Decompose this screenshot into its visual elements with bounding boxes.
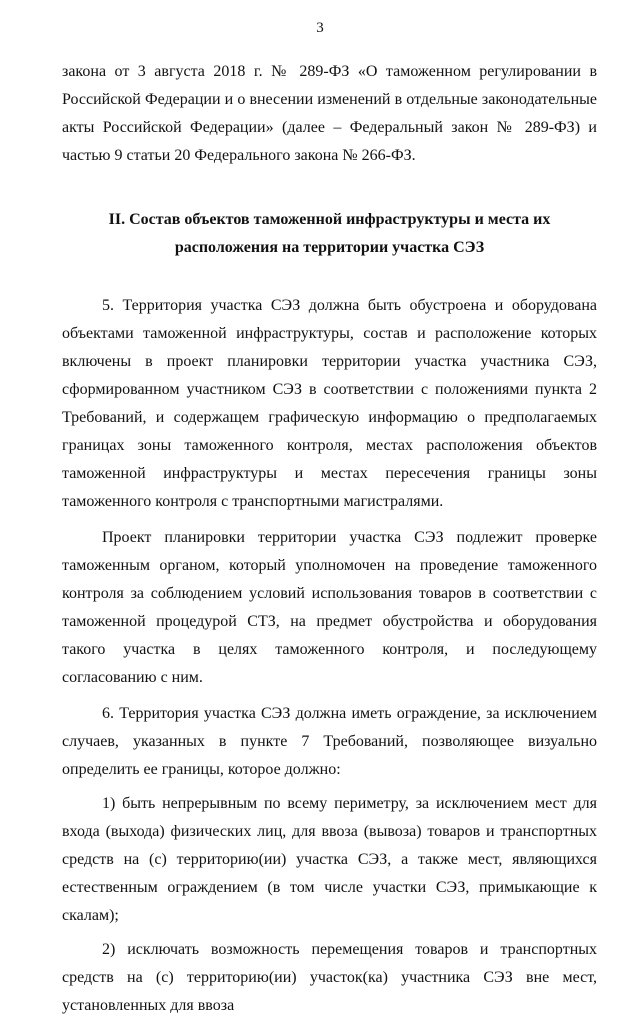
intro-paragraph: закона от 3 августа 2018 г. № 289-ФЗ «О таможенном регулировании в Российской Федерации и о внесении изменений в отдельные законодательные акты Российской Федерации» (далее – Федеральный закон № 289-ФЗ) и частью 9 статьи 20 Федерального закона № 266-ФЗ. (62, 63, 597, 164)
page-number: 3 (316, 20, 324, 36)
section-heading: II. Состав объектов таможенной инфраструктуры и места их расположения на территории участка СЭЗ (108, 211, 551, 256)
paragraph-item-5: 5. Территория участка СЭЗ должна быть обустроена и оборудована объектами таможенной инфраструктуры, состав и расположение которых включены в проект планировки территории участка участника СЭЗ, сформированном участником СЭЗ в соответствии с положениями пункта 2 Требований, и содержащем графическую информацию о предполагаемых границах зоны таможенного контроля, местах расположения объектов таможенной инфраструктуры и местах пересечения границы зоны таможенного контроля с транспортными магистралями. (62, 297, 597, 510)
document-body (62, 58, 597, 1020)
subparagraph-2: 2) исключать возможность перемещения товаров и транспортных средств на (с) территорию(ии) участок(ка) участника СЭЗ вне мест, установленных для ввоза (62, 941, 597, 1014)
subparagraph-1: 1) быть непрерывным по всему периметру, за исключением мест для входа (выхода) физических лиц, для ввоза (вывоза) товаров и транспортных средств на (с) территорию(ии) участка СЭЗ, а также мест, являющихся естественным ограждением (в том числе участки СЭЗ, примыкающие к скалам); (62, 795, 597, 924)
paragraph-project-review: Проект планировки территории участка СЭЗ подлежит проверке таможенным органом, который уполномочен на проведение таможенного контроля за соблюдением условий использования товаров в соответствии с таможенной процедурой СТЗ, на предмет обустройства и оборудования такого участка в целях таможенного контроля, и последующему согласованию с ним. (62, 529, 597, 686)
paragraph-item-6: 6. Территория участка СЭЗ должна иметь ограждение, за исключением случаев, указанных в пункте 7 Требований, позволяющее визуально определить ее границы, которое должно: (62, 705, 597, 778)
